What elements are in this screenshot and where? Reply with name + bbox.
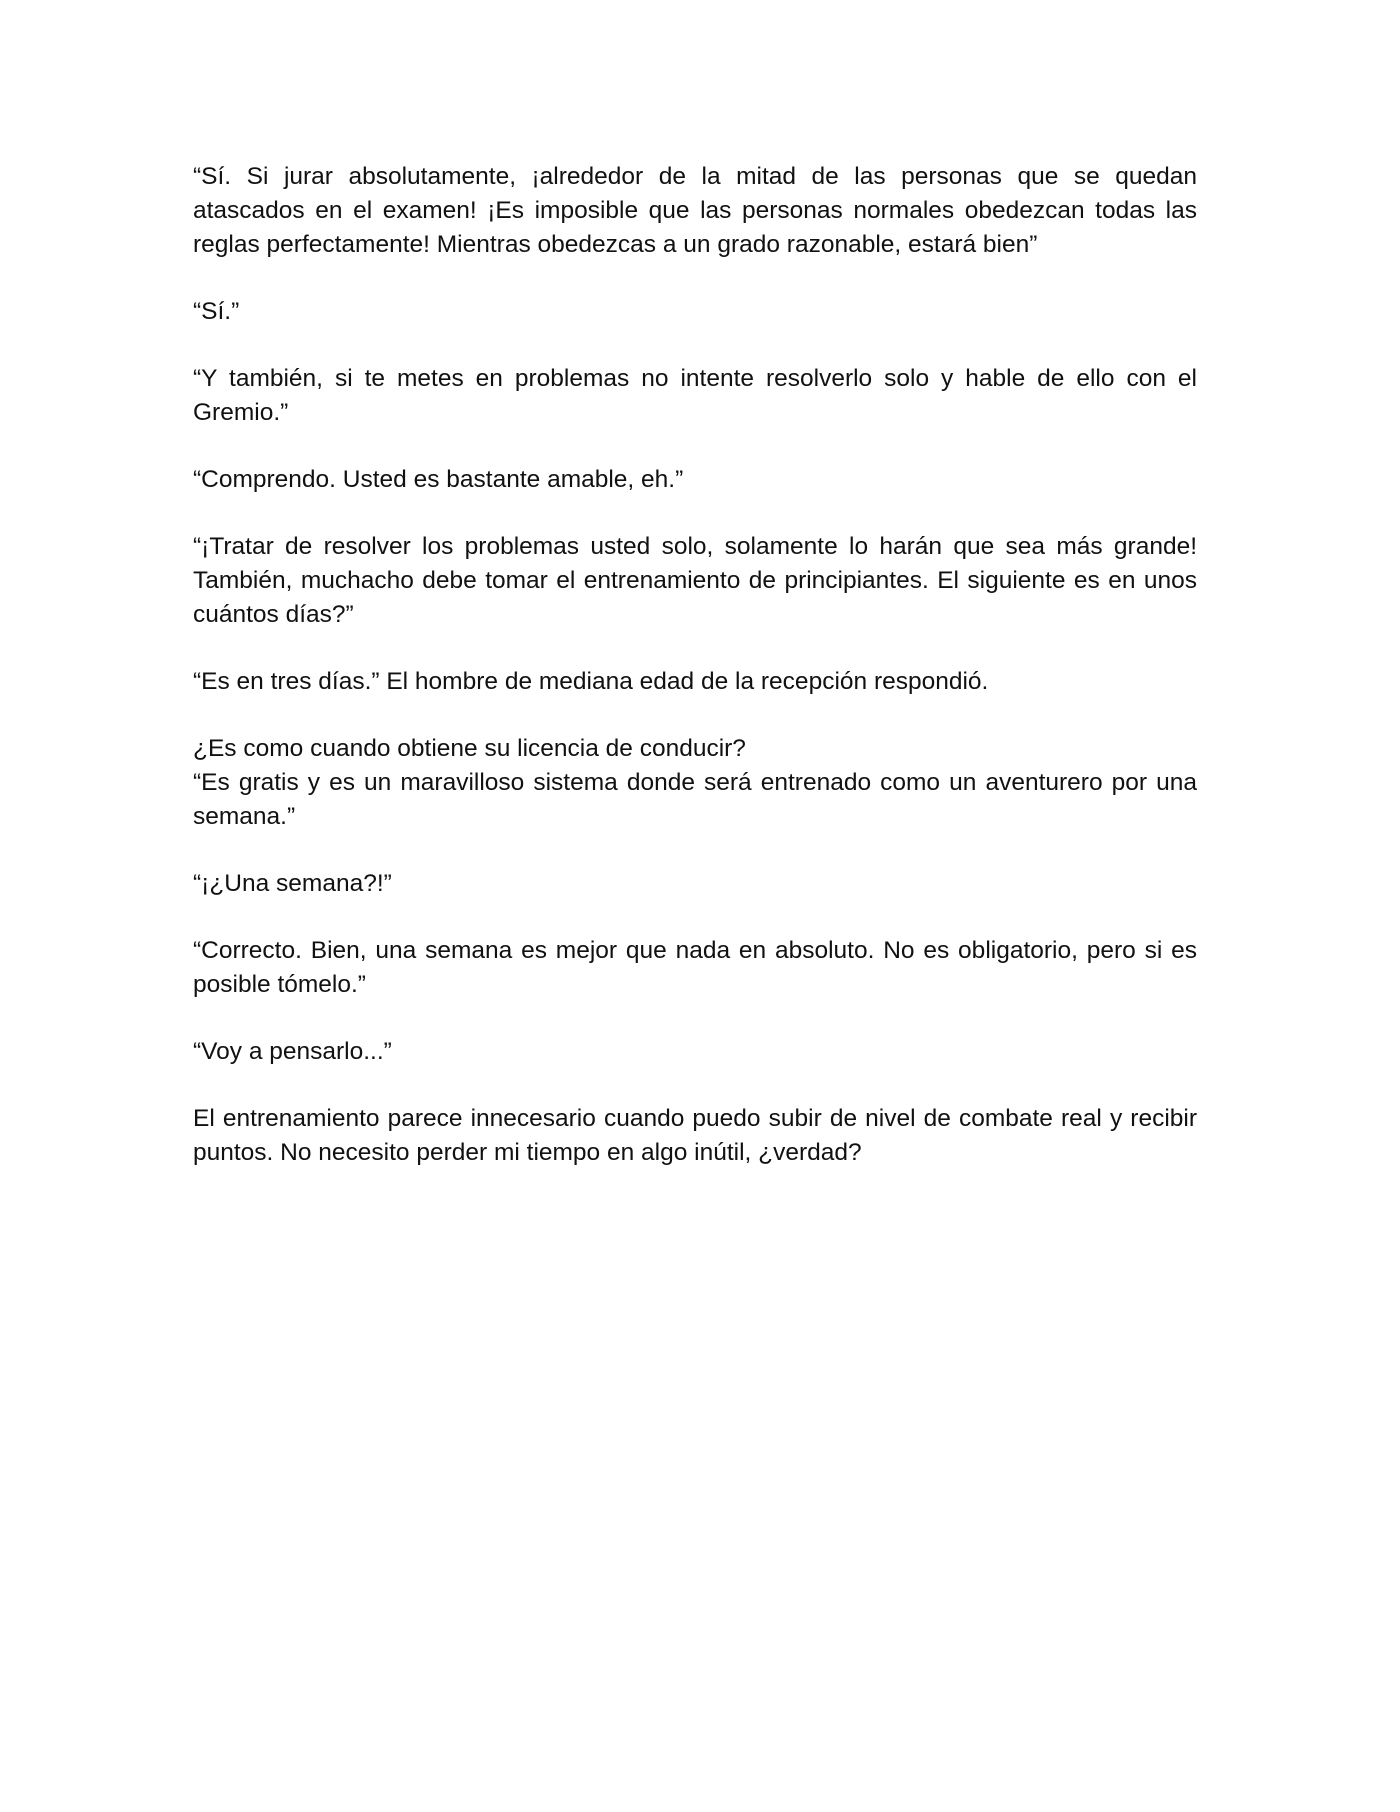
paragraph: “Es en tres días.” El hombre de mediana edad de la recepción respondió. — [193, 668, 989, 695]
paragraph: “Y también, si te metes en problemas no intente resolverlo solo y hable de ello con el Gremio.” — [193, 365, 1197, 426]
paragraph: “¡Tratar de resolver los problemas usted solo, solamente lo harán que sea más grande! También, muchacho debe tomar el entrenamiento de principiantes. El siguiente es en unos cuántos días?” — [193, 533, 1197, 628]
paragraph: “Es gratis y es un maravilloso sistema donde será entrenado como un aventurero por una semana.” — [193, 769, 1197, 830]
paragraph: ¿Es como cuando obtiene su licencia de conducir? — [193, 735, 746, 762]
paragraph: “¡¿Una semana?!” — [193, 870, 392, 897]
document-body — [193, 160, 1197, 1203]
paragraph: El entrenamiento parece innecesario cuando puedo subir de nivel de combate real y recibir puntos. No necesito perder mi tiempo en algo inútil, ¿verdad? — [193, 1105, 1197, 1166]
paragraph: “Sí.” — [193, 298, 240, 325]
paragraph: “Voy a pensarlo...” — [193, 1038, 392, 1065]
paragraph: “Comprendo. Usted es bastante amable, eh.” — [193, 466, 684, 493]
paragraph: “Correcto. Bien, una semana es mejor que nada en absoluto. No es obligatorio, pero si es posible tómelo.” — [193, 937, 1197, 998]
paragraph: “Sí. Si jurar absolutamente, ¡alrededor de la mitad de las personas que se quedan atascados en el examen! ¡Es imposible que las personas normales obedezcan todas las reglas perfectamente! Mientras obedezcas a un grado razonable, estará bien” — [193, 163, 1197, 258]
